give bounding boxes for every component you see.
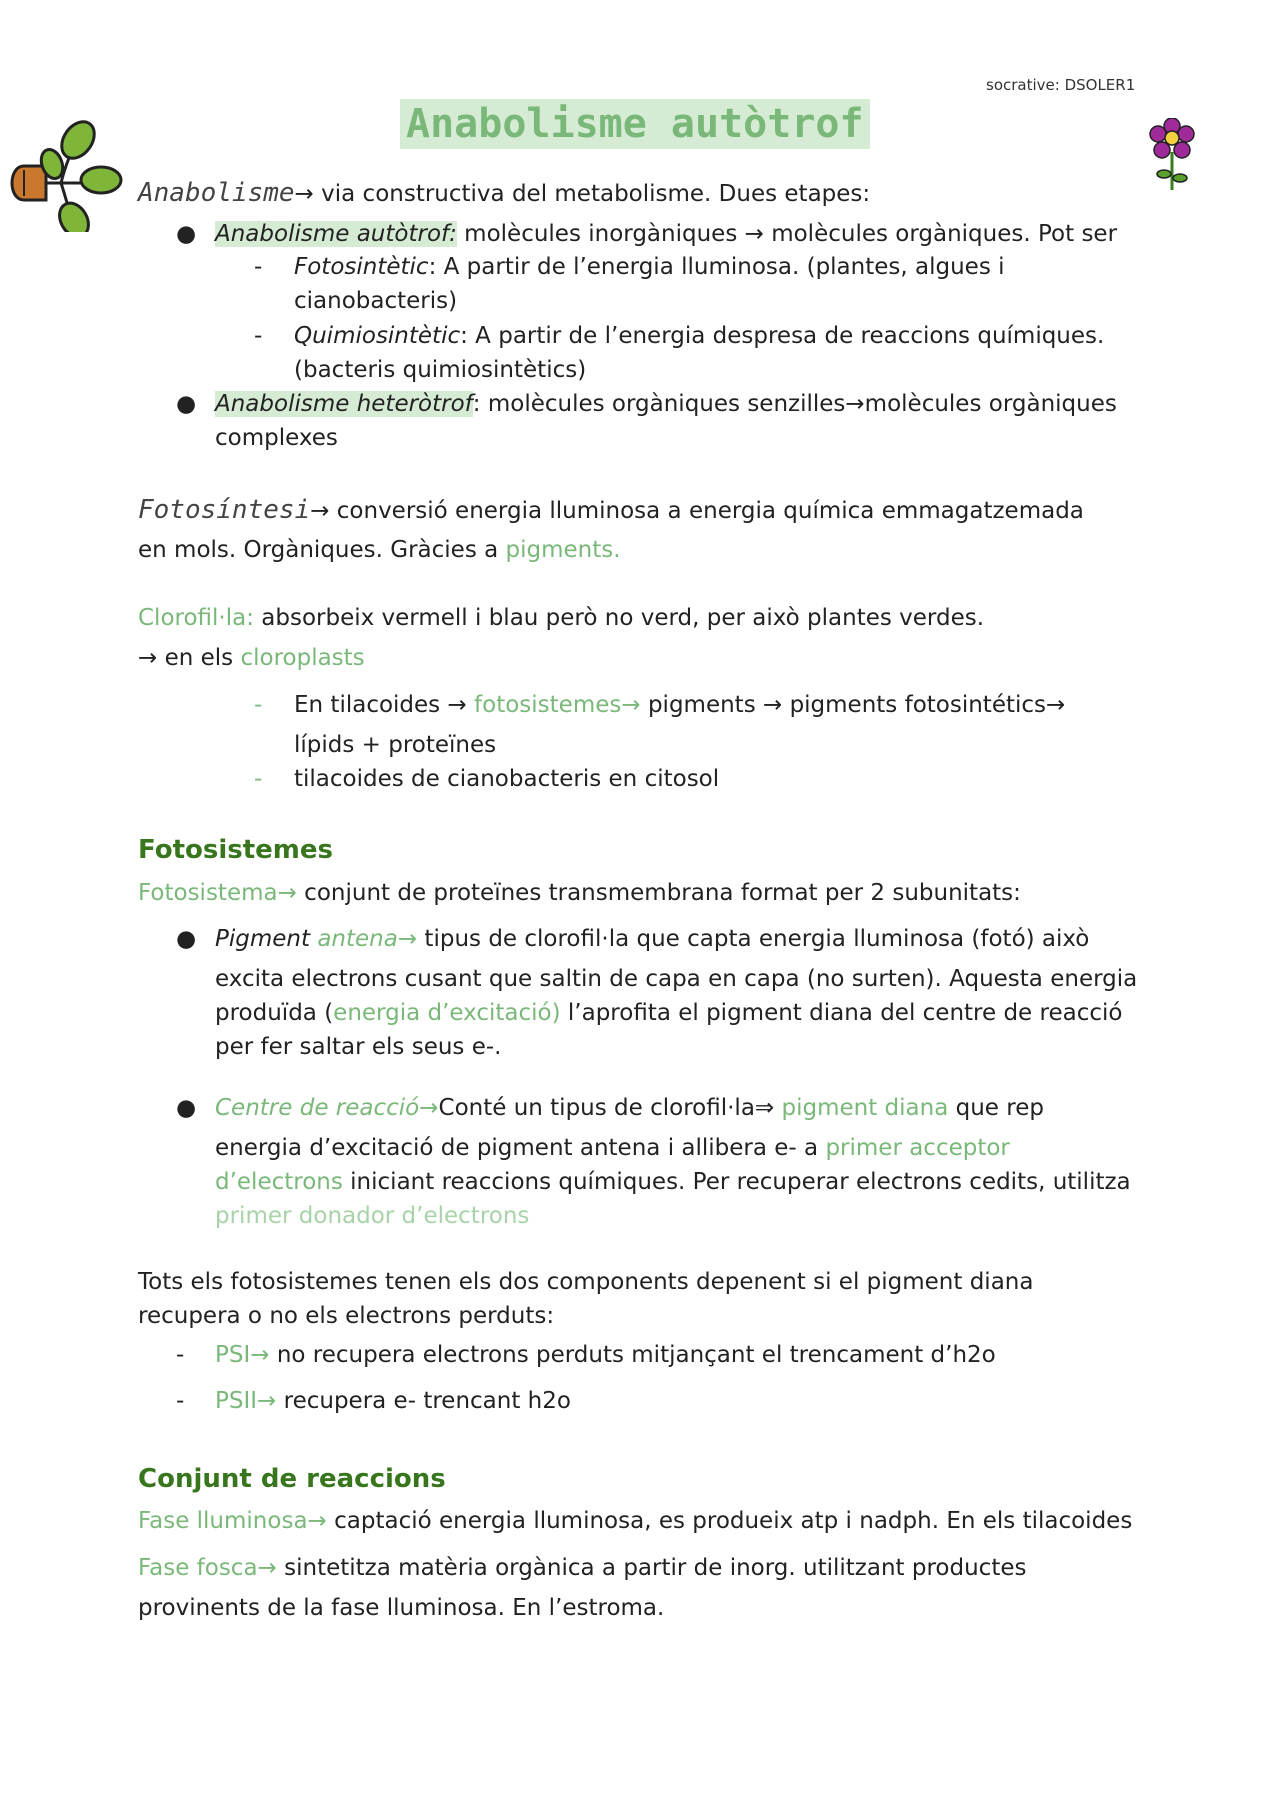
clorofila-text: absorbeix vermell i blau però no verd, per això plantes verdes.	[253, 605, 985, 631]
title-text: Anabolisme autòtrof	[400, 99, 870, 149]
antena-line4: per fer saltar els seus e-.	[215, 1034, 502, 1060]
plant-icon	[6, 118, 124, 232]
tilacoides-cont: lípids + proteïnes	[294, 732, 497, 758]
psii-text: recupera e- trencant h2o	[276, 1388, 571, 1414]
fase-fosca-text: sintetitza matèria orgànica a partir de inorg. utilitzant productes	[276, 1555, 1027, 1581]
bullet-icon: ●	[176, 391, 197, 417]
bullet-icon: ●	[176, 221, 197, 247]
pigments-link: pigments.	[505, 537, 621, 563]
ps-dash: -	[176, 1342, 185, 1368]
fotosintesi-arrow: →	[310, 498, 330, 524]
primer-acceptor-term: primer acceptor	[825, 1135, 1010, 1161]
fotosintesi-term: Fotosíntesi	[138, 495, 311, 525]
fotosistema-text: conjunt de proteïnes transmembrana format per 2 subunitats:	[296, 880, 1021, 906]
centre-text3: energia d’excitació de pigment antena i allibera e- a	[215, 1135, 826, 1161]
pigment-term: Pigment	[215, 926, 318, 952]
section-heading-reaccions: Conjunt de reaccions	[138, 1464, 446, 1494]
intro-arrow: →	[294, 181, 314, 207]
centre-text: Conté un tipus de clorofil·la⇒	[438, 1095, 782, 1121]
bullet-icon: ●	[176, 1095, 197, 1121]
fotosistema-line	[138, 876, 1021, 911]
psi-line	[215, 1338, 996, 1373]
quimiosintetic-text: : A partir de l’energia despresa de reaccions químiques.	[460, 323, 1105, 349]
autotrof-text: molècules inorgàniques → molècules orgàniques. Pot ser	[456, 221, 1118, 247]
fotosintetic-text: : A partir de l’energia lluminosa. (plantes, algues i	[428, 254, 1005, 280]
cianobacteris-line: tilacoides de cianobacteris en citosol	[294, 766, 720, 792]
centre-line2	[215, 1131, 1010, 1166]
bullet-icon: ●	[176, 926, 197, 952]
fase-fosca-term: Fase fosca→	[138, 1555, 277, 1581]
cloroplasts-line	[138, 641, 365, 676]
electrons-term: d’electrons	[215, 1169, 343, 1195]
psii-term: PSII→	[215, 1388, 277, 1414]
tilacoides-line	[294, 688, 1065, 723]
flower-icon	[1148, 118, 1196, 192]
subitem-dash: -	[254, 766, 263, 792]
antena-text: tipus de clorofil·la que capta energia lluminosa (fotó) això	[417, 926, 1090, 952]
antena-line2: excita electrons cusant que saltin de capa en capa (no surten). Aquesta energia	[215, 966, 1138, 992]
intro-term: Anabolisme	[138, 178, 295, 208]
energia-excitacio-term: energia d’excitació)	[333, 1000, 561, 1026]
fotosintesi-line	[138, 493, 1084, 529]
centre-text2: que rep	[948, 1095, 1044, 1121]
psi-text: no recupera electrons perduts mitjançant el trencament d’h2o	[269, 1342, 996, 1368]
pigments-text: pigments → pigments fotosintétics→	[640, 692, 1066, 718]
subitem-quimiosintetic	[294, 319, 1104, 354]
fotosintesi-text: conversió energia lluminosa a energia química emmagatzemada	[329, 498, 1084, 524]
fase-lluminosa-text: captació energia lluminosa, es produeix atp i nadph. En els tilacoides	[326, 1508, 1133, 1534]
clorofila-line	[138, 601, 984, 636]
antena-term: antena→	[317, 926, 418, 952]
centre-reaccio-term: Centre de reacció→	[215, 1095, 439, 1121]
cloroplasts-prefix: → en els	[138, 645, 241, 671]
psii-line	[215, 1384, 571, 1419]
autotrof-term: Anabolisme autòtrof:	[215, 221, 457, 247]
fase-fosca-line	[138, 1551, 1026, 1586]
fotosistemes-term: fotosistemes→	[474, 692, 641, 718]
intro-item-autotrof	[215, 217, 1117, 252]
antena-text3c: l’aprofita el pigment diana del centre de reacció	[560, 1000, 1123, 1026]
tilacoides-text: En tilacoides →	[294, 692, 475, 718]
section-heading-fotosistemes: Fotosistemes	[138, 835, 333, 865]
cloroplasts-term: cloroplasts	[240, 645, 365, 671]
centre-text4: iniciant reaccions químiques. Per recuperar electrons cedits, utilitza	[342, 1169, 1131, 1195]
fotosintesi-line2	[138, 533, 621, 568]
subitem-dash: -	[254, 323, 263, 349]
fotosintesi-text2: en mols. Orgàniques. Gràcies a	[138, 537, 506, 563]
centre-line1	[215, 1091, 1044, 1126]
centre-line3	[215, 1165, 1131, 1200]
heterotrof-text: : molècules orgàniques senzilles→molècules orgàniques	[472, 391, 1117, 417]
intro-definition: via constructiva del metabolisme. Dues etapes:	[321, 181, 871, 207]
summary-line2: recupera o no els electrons perduts:	[138, 1303, 555, 1329]
intro-line	[138, 176, 870, 212]
fotosintetic-cont: cianobacteris)	[294, 288, 458, 314]
subitem-dash: -	[254, 692, 263, 718]
quimiosintetic-term: Quimiosintètic	[294, 323, 461, 349]
subitem-dash: -	[254, 254, 263, 280]
socrative-code: socrative: DSOLER1	[986, 76, 1136, 94]
ps-dash: -	[176, 1388, 185, 1414]
pigment-diana-term: pigment diana	[781, 1095, 949, 1121]
fase-fosca-cont: provinents de la fase lluminosa. En l’estroma.	[138, 1595, 665, 1621]
fotosintetic-term: Fotosintètic	[294, 254, 429, 280]
antena-line3	[215, 996, 1122, 1031]
heterotrof-term: Anabolisme heteròtrof	[215, 391, 473, 417]
fase-lluminosa-term: Fase lluminosa→	[138, 1508, 327, 1534]
fotosistema-term: Fotosistema→	[138, 880, 297, 906]
subitem-fotosintetic	[294, 250, 1005, 285]
antena-text3a: produïda (	[215, 1000, 334, 1026]
quimiosintetic-cont: (bacteris quimiosintètics)	[294, 357, 587, 383]
heterotrof-cont: complexes	[215, 425, 338, 451]
summary-line1: Tots els fotosistemes tenen els dos components depenent si el pigment diana	[138, 1269, 1034, 1295]
primer-donador-term: primer donador d’electrons	[215, 1203, 530, 1229]
clorofila-term: Clorofil·la:	[138, 605, 254, 631]
page-title	[400, 98, 870, 150]
intro-item-heterotrof	[215, 387, 1117, 422]
fase-lluminosa-line	[138, 1504, 1132, 1539]
antena-line1	[215, 922, 1089, 957]
psi-term: PSI→	[215, 1342, 270, 1368]
